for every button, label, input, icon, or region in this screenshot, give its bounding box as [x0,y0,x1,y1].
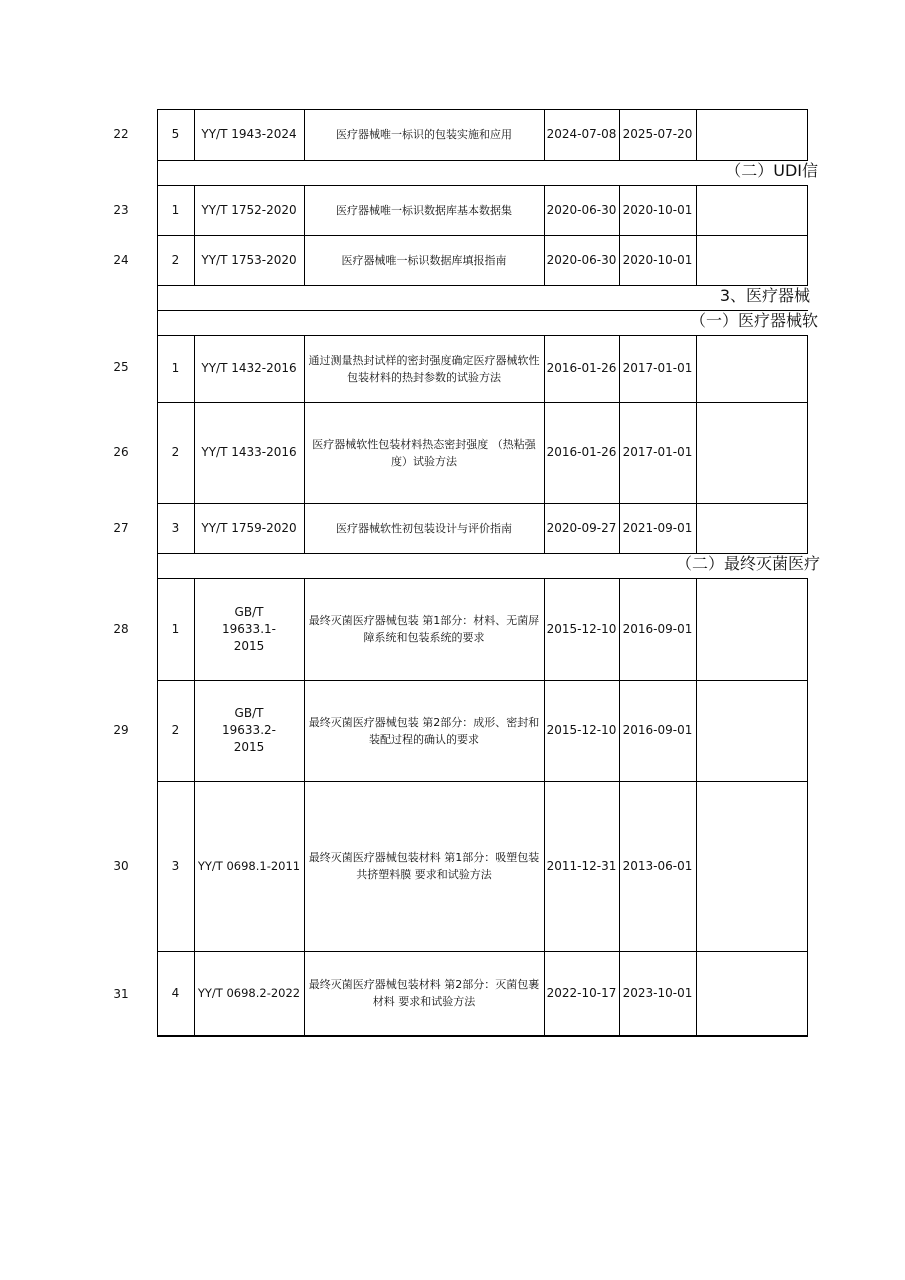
effective-date-cell: 2016-09-01 [622,723,693,737]
row-number: 27 [113,521,129,535]
seq-cell: 2 [171,723,180,737]
standard-code-cell: YY/T 1943-2024 [201,127,297,141]
publish-date-cell: 2015-12-10 [546,723,617,737]
section-heading-category-3: 3、医疗器械 [719,286,810,305]
seq-cell: 2 [171,252,180,267]
standard-code-cell: GB/T 19633.2-2015 [222,706,276,754]
publish-date-cell: 2016-01-26 [546,445,617,459]
seq-cell: 5 [171,127,180,141]
effective-date-cell: 2017-01-01 [622,445,693,459]
seq-cell: 1 [171,621,180,636]
standard-title-cell: 最终灭菌医疗器械包装材料 第2部分：灭菌包裹材料 要求和试验方法 [308,978,540,1008]
row-number: 29 [113,723,129,737]
standard-title-cell: 最终灭菌医疗器械包装材料 第1部分：吸塑包装共挤塑料膜 要求和试验方法 [308,851,540,881]
seq-cell: 3 [171,858,180,873]
section-heading-soft-packaging: （一）医疗器械软 [689,311,818,330]
publish-date-cell: 2024-07-08 [546,127,617,141]
row-number: 23 [113,203,129,217]
standard-title-cell: 医疗器械软性初包装设计与评价指南 [336,521,512,535]
effective-date-cell: 2021-09-01 [622,520,693,535]
seq-cell: 4 [171,985,180,1000]
publish-date-cell: 2015-12-10 [546,621,617,636]
section-heading-terminal-sterile: （二）最终灭菌医疗 [675,554,820,573]
effective-date-cell: 2020-10-01 [622,252,693,267]
effective-date-cell: 2025-07-20 [622,127,693,141]
standard-code-cell: YY/T 0698.1-2011 [197,858,301,873]
standard-title-cell: 通过测量热封试样的密封强度确定医疗器械软性包装材料的热封参数的试验方法 [308,353,540,384]
standard-title-cell: 医疗器械唯一标识数据库基本数据集 [336,203,512,217]
row-number: 28 [113,622,129,636]
standard-code-cell: YY/T 1753-2020 [201,252,297,267]
standard-title-cell: 医疗器械唯一标识的包装实施和应用 [336,128,512,141]
section-heading-udi-info: （二）UDI信 [725,161,818,180]
standard-code-cell: YY/T 0698.2-2022 [197,985,301,1000]
row-number: 26 [113,445,129,459]
standard-code-cell: YY/T 1432-2016 [201,361,297,375]
seq-cell: 2 [171,445,180,459]
standard-code-cell: YY/T 1759-2020 [201,520,297,535]
seq-cell: 1 [171,361,180,375]
seq-cell: 1 [171,202,180,217]
standard-code-cell: GB/T 19633.1-2015 [222,604,276,653]
publish-date-cell: 2020-06-30 [546,252,617,267]
publish-date-cell: 2020-09-27 [546,520,617,535]
standard-title-cell: 最终灭菌医疗器械包装 第2部分：成形、密封和装配过程的确认的要求 [308,715,540,746]
standard-code-cell: YY/T 1752-2020 [201,202,297,217]
seq-cell: 3 [171,520,180,535]
publish-date-cell: 2011-12-31 [546,858,617,873]
row-number: 30 [113,859,129,873]
row-number: 22 [113,127,129,141]
row-number: 31 [113,987,129,1001]
effective-date-cell: 2016-09-01 [622,621,693,636]
standard-title-cell: 医疗器械唯一标识数据库填报指南 [341,253,507,267]
standards-table [157,109,820,1037]
standard-code-cell: YY/T 1433-2016 [201,445,297,459]
effective-date-cell: 2013-06-01 [622,858,693,873]
publish-date-cell: 2016-01-26 [546,361,617,375]
standard-title-cell: 医疗器械软性包装材料热态密封强度 （热粘强度）试验方法 [312,437,536,468]
row-number: 25 [113,360,129,374]
effective-date-cell: 2017-01-01 [622,361,693,375]
publish-date-cell: 2020-06-30 [546,202,617,217]
row-number: 24 [113,253,129,267]
standard-title-cell: 最终灭菌医疗器械包装 第1部分：材料、无菌屏障系统和包装系统的要求 [308,614,540,644]
publish-date-cell: 2022-10-17 [546,985,617,1000]
effective-date-cell: 2023-10-01 [622,985,693,1000]
effective-date-cell: 2020-10-01 [622,202,693,217]
